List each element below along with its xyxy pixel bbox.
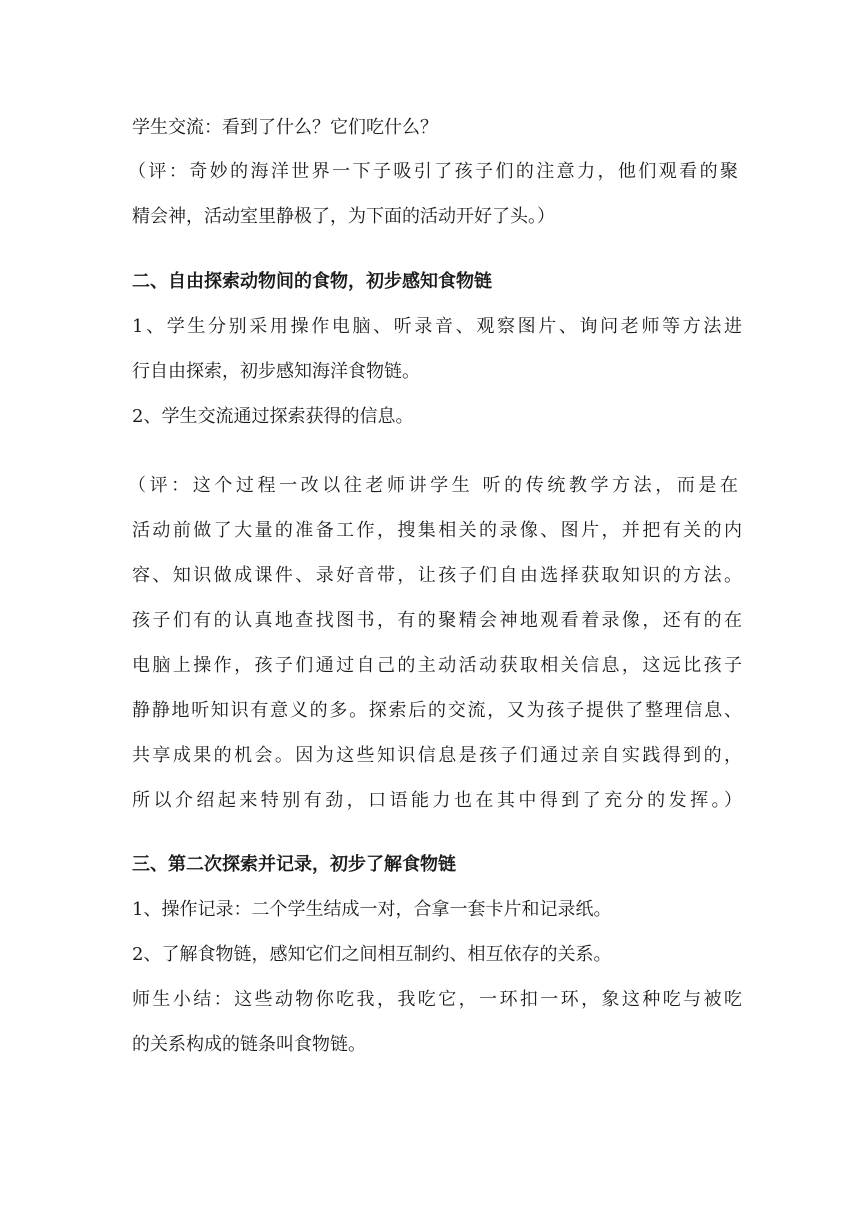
comment-line: 活动前做了大量的准备工作，搜集相关的录像、图片，并把有关的内 — [132, 520, 742, 541]
comment-line: 共享成果的机会。因为这些知识信息是孩子们通过亲自实践得到的， — [132, 745, 742, 766]
paragraph-line: 2、学生交流通过探索获得的信息。 — [132, 406, 414, 427]
comment-line: 容、知识做成课件、录好音带，让孩子们自由选择获取知识的方法。 — [132, 565, 742, 586]
paragraph-line: 2、了解食物链，感知它们之间相互制约、相互依存的关系。 — [132, 944, 612, 965]
paragraph-line: 学生交流：看到了什么？它们吃什么？ — [132, 117, 438, 138]
paragraph-line: 行自由探索，初步感知海洋食物链。 — [132, 361, 420, 382]
comment-line: 精会神，活动室里静极了，为下面的活动开好了头。） — [132, 206, 555, 227]
paragraph-line: 的关系构成的链条叫食物链。 — [132, 1034, 366, 1055]
comment-line: 所以介绍起来特别有劲，口语能力也在其中得到了充分的发挥。） — [132, 790, 742, 811]
comment-line: （评：奇妙的海洋世界一下子吸引了孩子们的注意力，他们观看的聚 — [128, 161, 738, 182]
paragraph-line: 师生小结：这些动物你吃我，我吃它，一环扣一环，象这种吃与被吃 — [132, 989, 742, 1010]
section-heading-2: 二、自由探索动物间的食物，初步感知食物链 — [132, 271, 492, 292]
comment-line: 孩子们有的认真地查找图书，有的聚精会神地观看着录像，还有的在 — [132, 610, 742, 631]
paragraph-line: 1、学生分别采用操作电脑、听录音、观察图片、询问老师等方法进 — [132, 316, 742, 337]
comment-line: 静静地听知识有意义的多。探索后的交流，又为孩子提供了整理信息、 — [132, 700, 742, 721]
paragraph-line: 1、操作记录：二个学生结成一对，合拿一套卡片和记录纸。 — [132, 899, 612, 920]
section-heading-3: 三、第二次探索并记录，初步了解食物链 — [132, 854, 456, 875]
comment-line: （评：这个过程一改以往老师讲学生 听的传统教学方法，而是在 — [128, 475, 738, 496]
comment-line: 电脑上操作，孩子们通过自己的主动活动获取相关信息，这远比孩子 — [132, 655, 742, 676]
